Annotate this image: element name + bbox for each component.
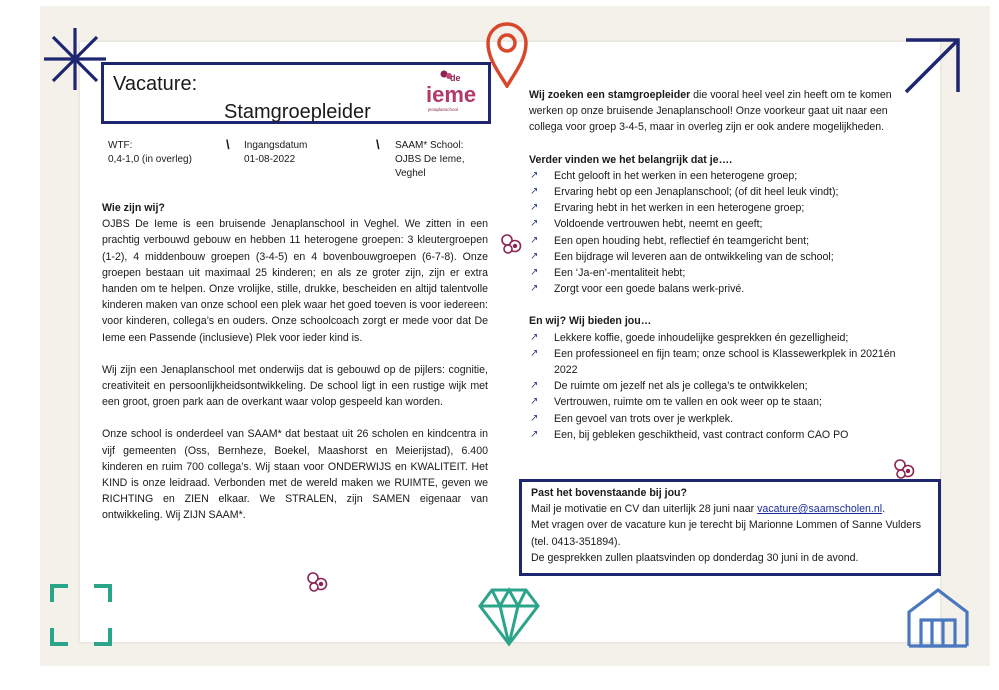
list-item xyxy=(529,330,921,346)
berries-icon xyxy=(893,457,917,481)
bullet-arrow-icon: ↗ xyxy=(530,347,539,359)
location-pin-icon xyxy=(485,20,529,88)
contact-line: Met vragen over de vacature kun je terecht bij Marionne Lommen of Sanne Vulders (tel. 0413-351894). xyxy=(531,519,922,548)
wtf-value: 0,4-1,0 (in overleg) xyxy=(108,154,192,165)
requirements-heading: Verder vinden we het belangrijk dat je…. xyxy=(529,153,733,166)
bullet-arrow-icon: ↗ xyxy=(530,169,539,181)
list-item xyxy=(529,265,921,281)
bullet-arrow-icon: ↗ xyxy=(530,396,539,408)
intro-text: die vooral heel veel zin heeft om te komen werken op onze bruisende Jenaplanschool! Onze voorkeur gaat uit naar een collega voor groep 3-4-5, maar in overleg zijn er ook andere mogelijkheden. xyxy=(529,89,892,134)
list-item xyxy=(529,200,921,216)
list-item xyxy=(529,281,921,297)
contact-line xyxy=(531,501,938,517)
about-section xyxy=(102,200,488,540)
title-job: Stamgroepleider xyxy=(224,101,371,123)
requirements-list xyxy=(529,168,921,298)
wtf-label: WTF: xyxy=(108,140,133,151)
house-icon xyxy=(905,586,971,648)
school-label: SAAM* School: xyxy=(395,140,464,151)
title-vacature: Vacature: xyxy=(113,73,198,95)
svg-text:jenaplanschool: jenaplanschool xyxy=(428,107,459,112)
bullet-arrow-icon: ↗ xyxy=(530,234,539,246)
school-value: Veghel xyxy=(395,168,426,179)
list-item-text: Zorgt voor een goede balans werk-privé. xyxy=(554,283,745,296)
list-item-text: Vertrouwen, ruimte om te vallen en ook weer op te staan; xyxy=(554,396,822,409)
meta-start xyxy=(244,139,307,167)
list-item-text: Ervaring hebt op een Jenaplanschool; (of dit heel leuk vindt); xyxy=(554,186,839,199)
bullet-arrow-icon: ↗ xyxy=(530,283,539,295)
contact-box xyxy=(519,479,941,576)
meta-school xyxy=(395,139,464,181)
school-value: OJBS De Ieme, xyxy=(395,154,465,165)
list-item xyxy=(529,394,921,410)
list-item-text: Een, bij gebleken geschiktheid, vast contract conform CAO PO xyxy=(554,428,849,441)
svg-text:de: de xyxy=(450,73,461,83)
start-value: 01-08-2022 xyxy=(244,154,296,165)
list-item-text: Een ‘Ja-en’-mentaliteit hebt; xyxy=(554,267,686,280)
offer-heading: En wij? Wij bieden jou… xyxy=(529,315,652,328)
list-item xyxy=(529,249,921,265)
separator: \ xyxy=(376,137,380,152)
list-item xyxy=(529,184,921,200)
intro-bold: Wij zoeken een stamgroepleider xyxy=(529,89,691,101)
meta-wtf xyxy=(108,139,192,167)
list-item xyxy=(529,346,921,378)
bullet-arrow-icon: ↗ xyxy=(530,412,539,424)
diamond-icon xyxy=(478,586,540,648)
bullet-arrow-icon: ↗ xyxy=(530,202,539,214)
list-item-text: Een professioneel en fijn team; onze school is Klassewerkplek in 2021én 2022 xyxy=(554,347,896,377)
list-item xyxy=(529,378,921,394)
list-item-text: Echt gelooft in het werken in een heterogene groep; xyxy=(554,169,798,182)
list-item-text: Voldoende vertrouwen hebt, neemt en geeft; xyxy=(554,218,763,231)
about-paragraph: OJBS De Ieme is een bruisende Jenaplanschool in Veghel. We zitten in een prachtig verbouwd gebouw en hebben 11 heterogene groepen: 3 kleutergroepen (1-2), 4 middenbouw groepen (3-4-5) en 4 bovenbouwgroepen (6-7-8). Onze groepen bestaan uit maximaal 25 kinderen; en als ze groter zijn, zijn er extra handen om te helpen. Onze vrolijke, stille, drukke, bescheiden en altijd talentvolle kinderen maken van onze school een plek waar het goed toeven is voor iedereen: voor kinderen, collega’s en ouders. Onze schoolcoach zorgt er mede voor dat De Ieme een Passende (inclusieve) Plek voor ieder kind is. xyxy=(102,218,488,344)
berries-icon xyxy=(500,232,524,256)
intro-paragraph xyxy=(529,87,921,136)
separator: \ xyxy=(226,137,230,152)
bullet-arrow-icon: ↗ xyxy=(530,380,539,392)
asterisk-icon xyxy=(42,26,108,92)
list-item xyxy=(529,233,921,249)
bullet-arrow-icon: ↗ xyxy=(530,186,539,198)
profile-section xyxy=(529,87,921,443)
about-paragraph: Onze school is onderdeel van SAAM* dat bestaat uit 26 scholen en kindcentra in vijf gemeenten (Oss, Bernheze, Boekel, Maashorst en Meierijstad), 6.400 kinderen en ruim 700 collega’s. Wij staan voor ONDERWIJS en KWALITEIT. Het KIND is onze leidraad. Verbonden met de wereld maken we RUIMTE, geven we RICHTING en ZIEN elkaar. We STRALEN, zijn SAMEN eigenaar van ontwikkeling. Wij ZIJN SAAM*. xyxy=(102,428,488,522)
start-label: Ingangsdatum xyxy=(244,140,308,151)
berries-icon xyxy=(306,570,330,594)
contact-text: . xyxy=(882,503,886,516)
frame-corners-icon xyxy=(50,584,112,646)
list-item xyxy=(529,427,921,443)
contact-heading: Past het bovenstaande bij jou? xyxy=(531,487,687,499)
title-box xyxy=(101,62,491,124)
offer-list xyxy=(529,330,921,443)
bullet-arrow-icon: ↗ xyxy=(530,218,539,230)
list-item-text: De ruimte om jezelf net als je collega’s te ontwikkelen; xyxy=(554,380,808,393)
bullet-arrow-icon: ↗ xyxy=(530,331,539,343)
about-paragraph: Wij zijn een Jenaplanschool met onderwijs dat is gebouwd op de pijlers: cognitie, creativiteit en persoonlijkheidsontwikkeling. De school ligt in een rustige wijk met een groot, groen park aan de overkant waar volop gespeeld kan worden. xyxy=(102,363,488,409)
list-item-text: Ervaring hebt in het werken in een heterogene groep; xyxy=(554,202,805,215)
contact-text: Mail je motivatie en CV dan uiterlijk 28 juni naar xyxy=(531,503,758,516)
email-link[interactable]: vacature@saamscholen.nl xyxy=(757,503,883,516)
bullet-arrow-icon: ↗ xyxy=(530,267,539,279)
list-item-text: Lekkere koffie, goede inhoudelijke gesprekken én gezelligheid; xyxy=(554,331,849,344)
list-item-text: Een open houding hebt, reflectief én teamgericht bent; xyxy=(554,234,810,247)
bullet-arrow-icon: ↗ xyxy=(530,250,539,262)
about-heading: Wie zijn wij? xyxy=(102,202,165,214)
contact-line: De gesprekken zullen plaatsvinden op donderdag 30 juni in de avond. xyxy=(531,551,859,564)
list-item-text: Een bijdrage wil leveren aan de ontwikkeling van de school; xyxy=(554,250,834,263)
school-logo xyxy=(422,69,482,115)
svg-text:ieme: ieme xyxy=(426,82,477,107)
list-item xyxy=(529,216,921,232)
list-item xyxy=(529,168,921,184)
list-item-text: Een gevoel van trots over je werkplek. xyxy=(554,412,734,425)
bullet-arrow-icon: ↗ xyxy=(530,428,539,440)
list-item xyxy=(529,411,921,427)
